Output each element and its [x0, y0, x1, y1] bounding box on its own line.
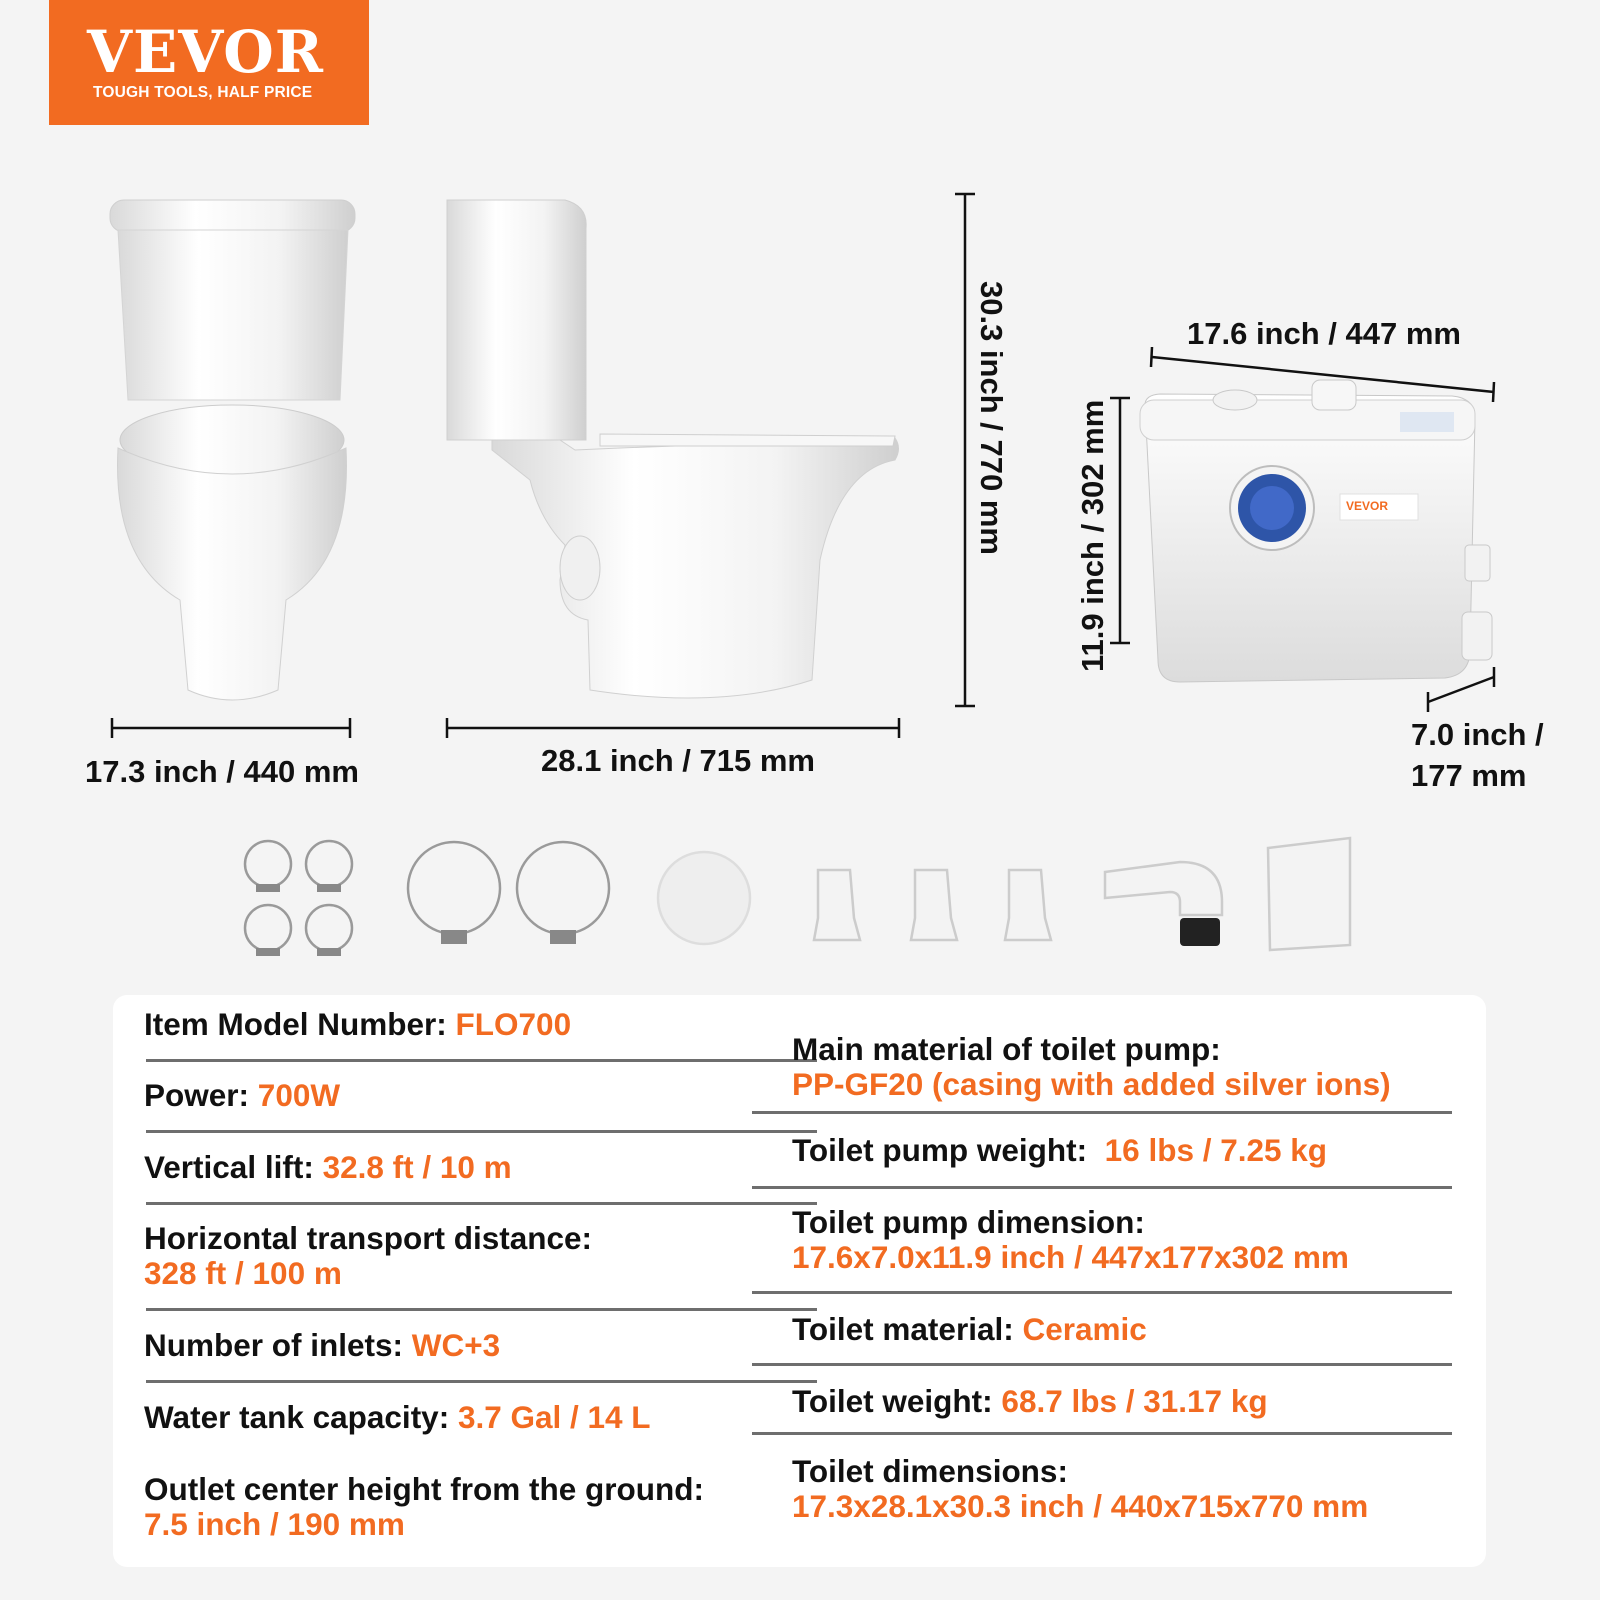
spec-pump-material: Main material of toilet pump: PP-GF20 (casing with added silver ions) [792, 1031, 1391, 1102]
elbow-connector-icon [1105, 862, 1222, 946]
toilet-height-label: 30.3 inch / 770 mm [974, 281, 1009, 555]
brand-name: VEVOR [87, 18, 324, 86]
divider [752, 1291, 1452, 1294]
spec-horizontal-distance: Horizontal transport distance: 328 ft / 100 m [144, 1220, 593, 1291]
divider [752, 1363, 1452, 1366]
pump-depth-label-line2: 177 mm [1411, 758, 1527, 793]
divider [752, 1111, 1452, 1114]
macerator-pump-icon [1140, 380, 1492, 682]
divider [146, 1308, 817, 1311]
divider [146, 1380, 817, 1383]
large-hose-clamp-icon [408, 842, 500, 944]
large-hose-clamp-icon [517, 842, 609, 944]
pump-height-label: 11.9 inch / 302 mm [1075, 399, 1110, 672]
divider [146, 1202, 817, 1205]
brand-tagline: TOUGH TOOLS, HALF PRICE [93, 84, 313, 101]
spec-model-number: Item Model Number: FLO700 [144, 1006, 572, 1042]
spec-toilet-material: Toilet material: Ceramic [792, 1311, 1147, 1347]
cover-disc-icon [658, 852, 750, 944]
stepped-adapter-icon [1005, 870, 1051, 940]
toilet-side-depth-label: 28.1 inch / 715 mm [541, 743, 815, 778]
toilet-side-icon [447, 200, 899, 698]
spec-vertical-lift: Vertical lift: 32.8 ft / 10 m [144, 1149, 512, 1185]
bellows-sleeve-icon [1268, 838, 1350, 950]
spec-outlet-height: Outlet center height from the ground: 7.5 inch / 190 mm [144, 1471, 704, 1542]
spec-tank-capacity: Water tank capacity: 3.7 Gal / 14 L [144, 1399, 651, 1435]
spec-pump-dimension: Toilet pump dimension: 17.6x7.0x11.9 inch / 447x177x302 mm [792, 1204, 1349, 1275]
pump-width-label: 17.6 inch / 447 mm [1187, 316, 1461, 351]
divider [752, 1186, 1452, 1189]
stepped-adapter-icon [911, 870, 957, 940]
spec-inlets: Number of inlets: WC+3 [144, 1327, 501, 1363]
small-hose-clamps-icon [245, 841, 352, 956]
divider [146, 1130, 817, 1133]
divider [146, 1059, 817, 1062]
specifications-panel [113, 995, 1486, 1567]
pump-depth-label-line1: 7.0 inch / [1411, 717, 1544, 752]
spec-power: Power: 700W [144, 1077, 341, 1113]
spec-pump-weight: Toilet pump weight: 16 lbs / 7.25 kg [792, 1132, 1328, 1168]
spec-toilet-dimensions: Toilet dimensions: 17.3x28.1x30.3 inch / 440x715x770 mm [792, 1453, 1369, 1524]
stepped-adapter-icon [814, 870, 860, 940]
accessories-row [245, 838, 1350, 956]
toilet-front-icon [110, 200, 355, 700]
spec-toilet-weight: Toilet weight: 68.7 lbs / 31.17 kg [792, 1383, 1268, 1419]
pump-brand-label: VEVOR [1346, 499, 1389, 513]
divider [752, 1432, 1452, 1435]
toilet-front-width-label: 17.3 inch / 440 mm [85, 754, 359, 789]
